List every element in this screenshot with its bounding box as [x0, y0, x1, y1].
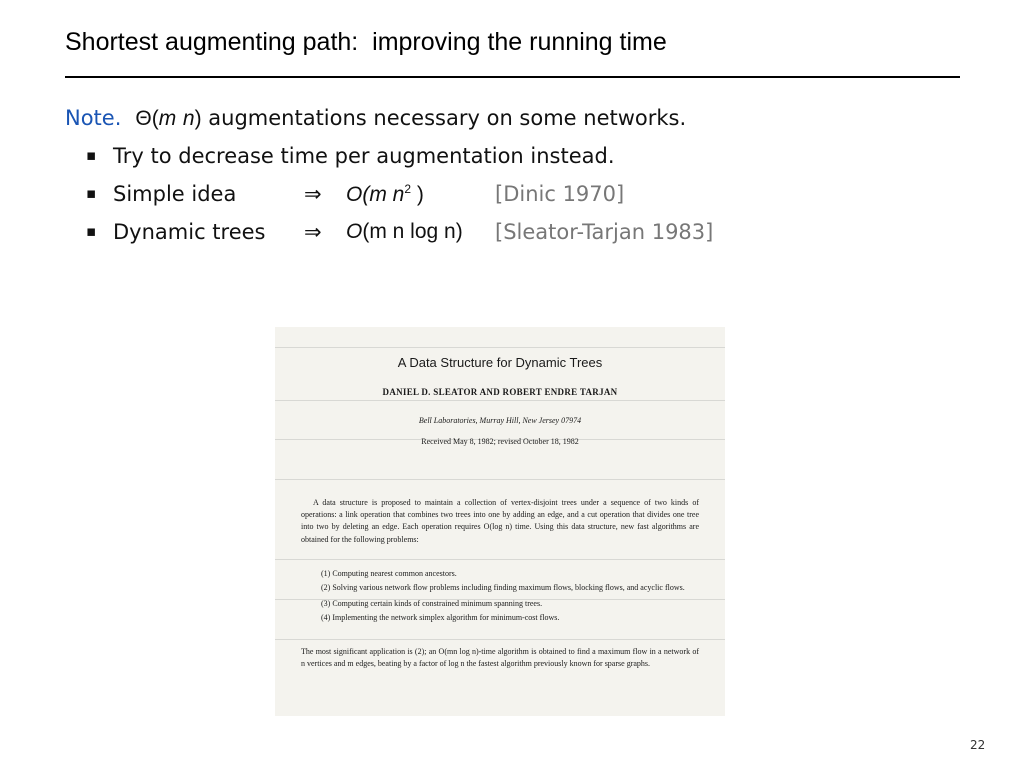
- bullet-marker: ▪: [86, 184, 97, 202]
- paper-authors: DANIEL D. SLEATOR AND ROBERT ENDRE TARJAN: [382, 387, 618, 397]
- paper-abstract: A data structure is proposed to maintain a collection of vertex-disjoint trees under a sequence of two kinds of operations: a link operation that combines two trees into one by adding an edge, and a cut operation that divides one tree into two by deleting an edge. Each operation requires O(log n) time. Using this data structure, new fast algorithms are obtained for the following problems:: [301, 498, 699, 544]
- theta-symbol: Θ(: [135, 107, 159, 130]
- bullet-text: Try to decrease time per augmentation instead.: [113, 144, 615, 168]
- scan-line: [275, 400, 725, 401]
- scan-line: [275, 479, 725, 480]
- note-label: Note.: [65, 106, 122, 130]
- paper-scan-image: [275, 327, 725, 716]
- implies-arrow: ⇒: [304, 220, 322, 244]
- slide-title: Shortest augmenting path: improving the running time: [65, 28, 667, 56]
- note-line: [65, 106, 686, 131]
- scan-line: [275, 639, 725, 640]
- problem-item: (2) Solving various network flow problems including finding maximum flows, blocking flows, and acyclic flows.: [321, 582, 685, 592]
- note-text: augmentations necessary on some networks.: [201, 106, 687, 130]
- problem-item: (1) Computing nearest common ancestors.: [321, 569, 457, 578]
- bullet-marker: ▪: [86, 146, 97, 164]
- scan-line: [275, 559, 725, 560]
- bullet-text: Dynamic trees: [113, 220, 266, 244]
- bullet-text: Simple idea: [113, 182, 237, 206]
- bullet-marker: ▪: [86, 222, 97, 240]
- var-n: n: [182, 107, 195, 130]
- significant-application: The most significant application is (2); an O(mn log n)-time algorithm is obtained to find a maximum flow in a network of n vertices and m edges, beating by a factor of log n the fastest algorithm previously known for sparse graphs.: [301, 647, 699, 669]
- citation: [Sleator-Tarjan 1983]: [495, 220, 714, 244]
- big-o: O: [346, 183, 363, 206]
- bound-exponent: 2: [404, 182, 412, 196]
- bound-expr: (m n: [362, 183, 405, 206]
- big-o: O: [346, 220, 363, 243]
- title-divider: [65, 76, 960, 78]
- problem-item: (3) Computing certain kinds of constrained minimum spanning trees.: [321, 598, 543, 608]
- bound-expr: (m n log n): [362, 220, 463, 243]
- close-paren: ): [194, 107, 202, 130]
- complexity-bound: [346, 220, 463, 244]
- var-m: m: [158, 107, 177, 130]
- complexity-bound: [346, 182, 424, 207]
- scan-line: [275, 347, 725, 348]
- problem-item: (4) Implementing the network simplex algorithm for minimum-cost flows.: [321, 613, 560, 623]
- paper-received-date: Received May 8, 1982; revised October 18, 1982: [421, 437, 579, 446]
- implies-arrow: ⇒: [304, 182, 322, 206]
- citation: [Dinic 1970]: [495, 182, 625, 206]
- paper-affiliation: Bell Laboratories, Murray Hill, New Jersey 07974: [418, 416, 582, 425]
- bound-close: ): [411, 183, 424, 206]
- page-number: 22: [970, 738, 986, 752]
- paper-title: A Data Structure for Dynamic Trees: [397, 355, 603, 370]
- problem-list: [301, 567, 699, 626]
